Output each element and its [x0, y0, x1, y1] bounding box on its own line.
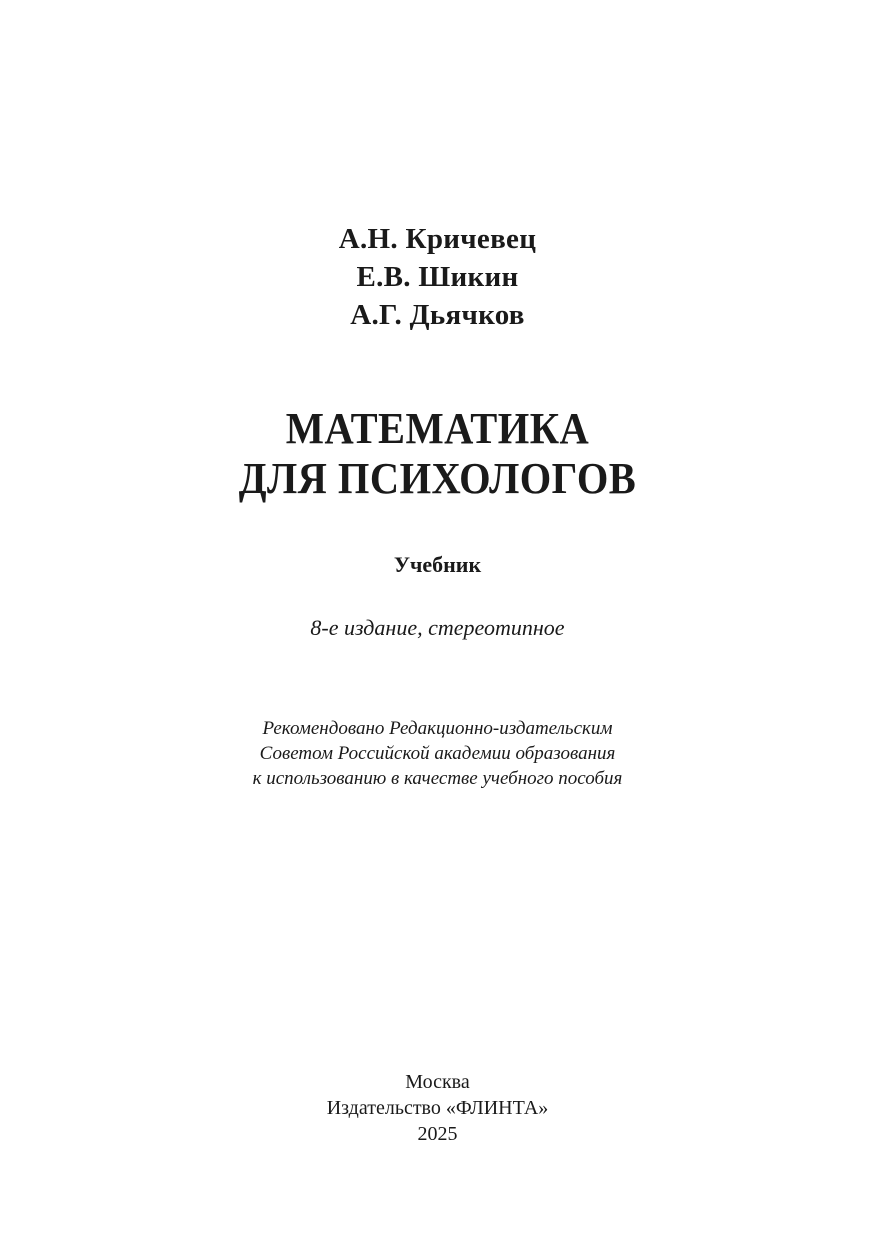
- recommendation-line-3: к использованию в качестве учебного пособия: [252, 768, 623, 789]
- book-title: [0, 404, 875, 504]
- authors-block: [0, 220, 875, 334]
- author-3: А.Г. Дьячков: [350, 299, 525, 331]
- recommendation-line-1: Рекомендовано Редакционно-издательским: [262, 718, 613, 739]
- title-line-2: ДЛЯ ПСИХОЛОГОВ: [238, 454, 637, 503]
- imprint-year: 2025: [417, 1123, 458, 1145]
- imprint-block: [0, 1069, 875, 1147]
- edition-info: 8-е издание, стереотипное: [310, 615, 565, 640]
- recommendation-line-2: Советом Российской академии образования: [259, 743, 616, 764]
- recommendation-block: [0, 716, 875, 791]
- title-line-1: МАТЕМАТИКА: [285, 404, 590, 453]
- author-1: А.Н. Кричевец: [338, 223, 537, 255]
- imprint-city: Москва: [405, 1071, 470, 1093]
- book-type: Учебник: [393, 552, 482, 577]
- imprint-publisher: Издательство «ФЛИНТА»: [326, 1097, 549, 1119]
- author-2: Е.В. Шикин: [356, 261, 519, 293]
